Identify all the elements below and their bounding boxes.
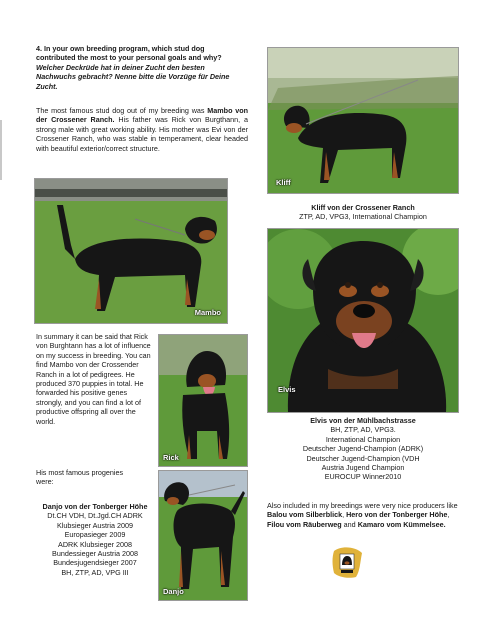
danjo-title-4: Bundessieger Austria 2008 [52, 549, 138, 559]
danjo-name: Danjo von der Tonberger Höhe [42, 502, 148, 511]
producers-sep-2: , [447, 510, 450, 520]
elvis-photo-label: Elvis [278, 385, 296, 394]
kliff-caption [265, 203, 461, 222]
question-block [36, 44, 246, 91]
question-de: Welcher Deckrüde hat in deiner Zucht den besten Nachwuchs gebracht? Nenne bitte die Vorzüge für Deine Zucht. [36, 62, 230, 91]
producers-sep-1: , [342, 510, 347, 520]
danjo-title-5: Bundesjugendsieger 2007 [53, 558, 137, 568]
elvis-photo [267, 228, 459, 413]
progenies-heading: His most famous progenies were: [36, 468, 124, 487]
elvis-caption [265, 416, 461, 482]
kliff-photo [267, 47, 459, 194]
producer-kamaro: Kamaro vom Kümmelsee. [357, 519, 446, 529]
kliff-titles: ZTP, AD, VPG3, International Champion [299, 212, 427, 222]
danjo-photo-label: Danjo [163, 587, 184, 596]
elvis-title-3: Deutscher Jugend-Champion (VDH [306, 453, 420, 463]
elvis-title-5: EUROCUP Winner2010 [324, 472, 402, 482]
rick-photo-label: Rick [163, 453, 179, 462]
producer-balou: Balou vom Silberblick [267, 510, 343, 520]
kennel-logo [330, 545, 364, 579]
kennel-logo-art [330, 545, 364, 579]
danjo-photo [158, 470, 248, 601]
mambo-photo-label: Mambo [194, 308, 221, 317]
elvis-title-4: Austria Jugend Champion [321, 463, 405, 473]
kliff-name: Kliff von der Crossener Ranch [311, 203, 415, 212]
producers-lead: Also included in my breedings were very nice producers like [267, 501, 458, 510]
elvis-title-0: BH, ZTP, AD, VPG3. [330, 425, 396, 435]
intro-lead: The most famous stud dog out of my breeding was [36, 106, 205, 115]
mambo-photo [34, 178, 228, 324]
question-en: 4. In your own breeding program, which stud dog contributed the most to your personal goals and why? [36, 44, 222, 63]
intro-paragraph [36, 106, 248, 153]
producers-paragraph [267, 501, 461, 529]
page-edge-marker [0, 120, 2, 180]
kliff-photo-art [268, 48, 458, 193]
danjo-photo-art [159, 471, 247, 600]
danjo-caption [32, 502, 158, 577]
producer-filou: Filou vom Räuberweg [267, 519, 342, 529]
rick-photo [158, 334, 248, 467]
summary-paragraph: In summary it can be said that Rick von Burghtann has a lot of influence on my success in breeding. You can find Mambo von der Crossender Ranch in a lot of pedigrees. He produced 370 puppies in total. He forwarded his positive genes strongly, and you can find a lot of productive offspring all over the world. [36, 332, 151, 426]
elvis-name: Elvis von der Mühlbachstrasse [310, 416, 416, 425]
danjo-title-2: Europasieger 2009 [64, 530, 126, 540]
elvis-photo-art [268, 229, 458, 412]
elvis-title-2: Deutscher Jugend-Champion (ADRK) [302, 444, 424, 454]
intro-dog-name: Mambo von der Crossener Ranch. [36, 106, 249, 125]
danjo-title-3: ADRK Klubsieger 2008 [58, 539, 132, 549]
danjo-title-0: Dt.CH VDH, Dt.Jgd.CH ADRK [47, 511, 143, 521]
intro-body: His father was Rick von Burgthann, a strong male with great working ability. His mother was Evi von der Crossener Ranch, who was stable in temperament, clear headed with beautiful exterior/correct structure. [36, 115, 249, 153]
mambo-photo-art [35, 179, 227, 323]
danjo-title-1: Klubsieger Austria 2009 [57, 520, 133, 530]
elvis-title-1: International Champion [325, 434, 401, 444]
danjo-title-6: BH, ZTP, AD, VPG III [61, 567, 129, 577]
producers-sep-3: and [341, 519, 358, 529]
rick-photo-art [159, 335, 247, 466]
producer-hero: Hero von der Tonberger Höhe [346, 510, 448, 520]
kliff-photo-label: Kliff [276, 178, 291, 187]
